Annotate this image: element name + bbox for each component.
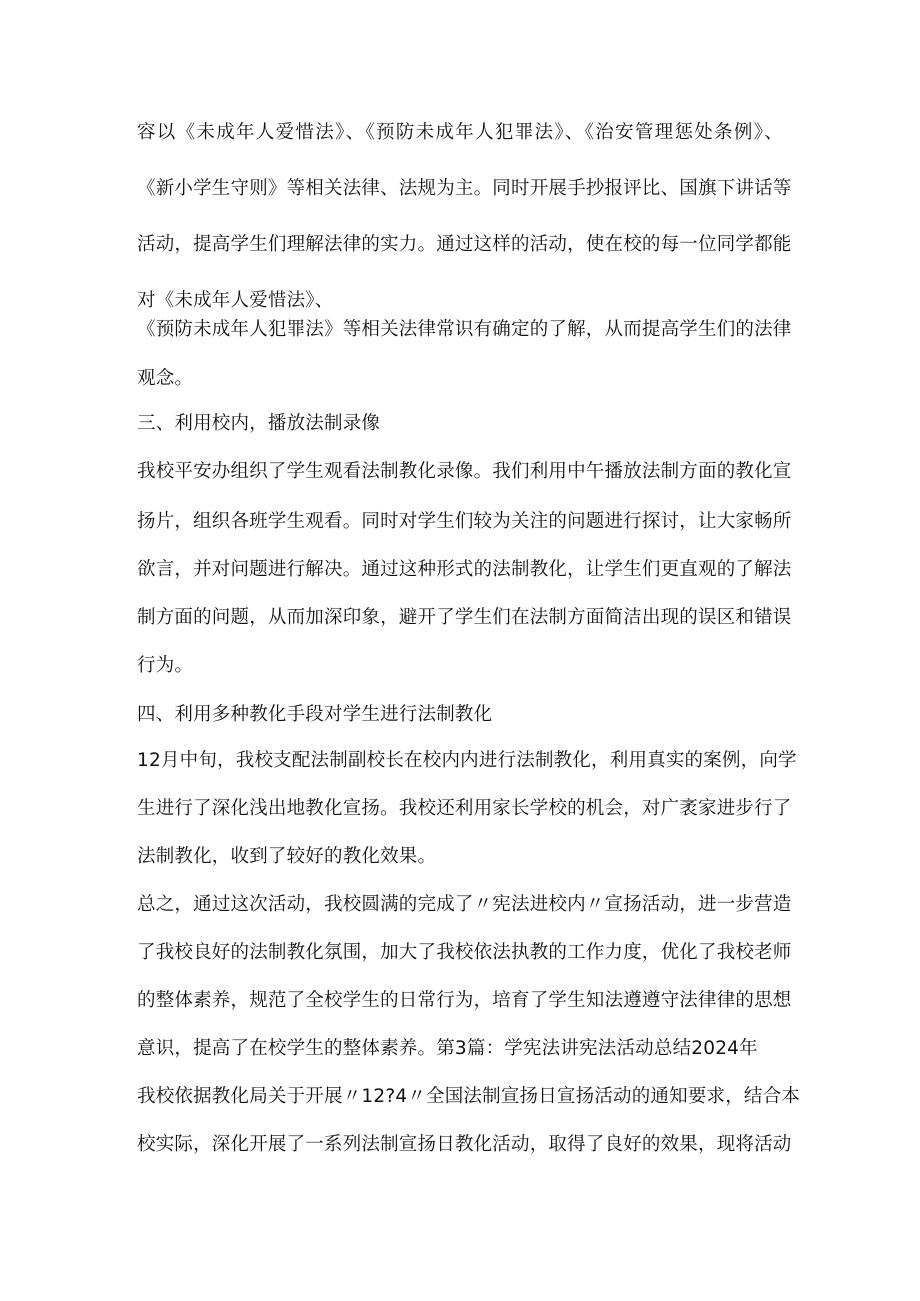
section-heading: 四、利用多种教化手段对学生进行法制教化: [137, 704, 493, 725]
text-line: 法制教化，收到了较好的教化效果。: [137, 846, 437, 867]
text-line: 的整体素养，规范了全校学生的日常行为，培育了学生知法遵遵守法律律的思想: [137, 990, 792, 1011]
text-line: 我校依据教化局关于开展〃12?4〃全国法制宣扬日宣扬活动的通知要求，结合本: [137, 1086, 801, 1107]
text-line: 欲言，并对问题进行解决。通过这种形式的法制教化，让学生们更直观的了解法: [137, 559, 792, 580]
text-line: 制方面的问题，从而加深印象，避开了学生们在法制方面简洁出现的误区和错误: [137, 607, 792, 628]
text-line: 意识，提高了在校学生的整体素养。第3篇：学宪法讲宪法活动总结2024年: [137, 1038, 758, 1059]
text-line: 总之，通过这次活动，我校圆满的完成了〃宪法进校内〃宣扬活动，进一步营造: [137, 894, 792, 915]
section-heading: 三、利用校内，播放法制录像: [137, 413, 381, 434]
text-line: 行为。: [137, 655, 194, 676]
text-line: 《新小学生守则》等相关法律、法规为主。同时开展手抄报评比、国旗下讲话等: [137, 178, 792, 199]
text-line: 12月中旬，我校支配法制副校长在校内内进行法制教化，利用真实的案例，向学: [137, 750, 797, 771]
text-line: 对《未成年人爱惜法》、: [137, 290, 334, 311]
text-line: 观念。: [137, 368, 194, 389]
text-line: 我校平安办组织了学生观看法制教化录像。我们利用中午播放法制方面的教化宣: [137, 461, 792, 482]
text-line: 活动，提高学生们理解法律的实力。通过这样的活动，使在校的每一位同学都能: [137, 234, 792, 255]
text-line: 校实际，深化开展了一系列法制宣扬日教化活动，取得了良好的效果，现将活动: [137, 1134, 792, 1155]
text-line: 生进行了深化浅出地教化宣扬。我校还利用家长学校的机会，对广袤家进步行了: [137, 798, 792, 819]
text-line: 《预防未成年人犯罪法》等相关法律常识有确定的了解，从而提高学生们的法律: [137, 319, 792, 340]
text-line: 容以《未成年人爱惜法》、《预防未成年人犯罪法》、《治安管理惩处条例》、: [137, 122, 783, 143]
text-line: 扬片，组织各班学生观看。同时对学生们较为关注的问题进行探讨，让大家畅所: [137, 511, 792, 532]
text-line: 了我校良好的法制教化氛围，加大了我校依法执教的工作力度，优化了我校老师: [137, 942, 792, 963]
